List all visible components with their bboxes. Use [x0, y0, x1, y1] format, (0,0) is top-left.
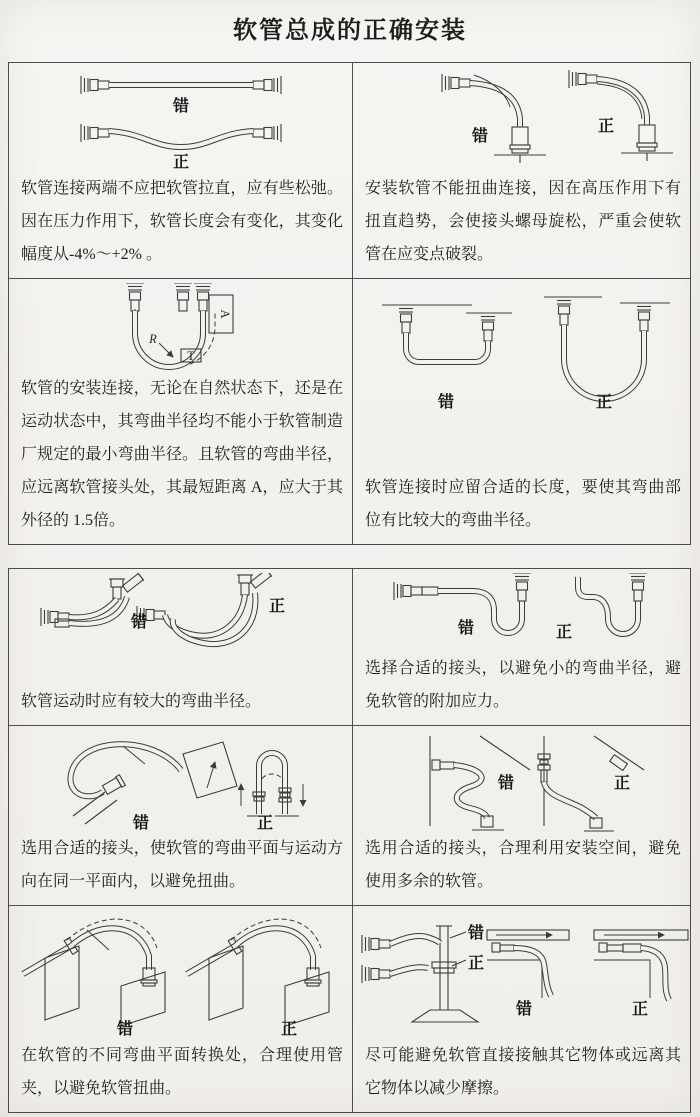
- right-label: 正: [595, 394, 612, 411]
- cell-use-space-wisely: [353, 726, 690, 906]
- radius-annotation: R: [148, 332, 157, 346]
- cell-adequate-length: [353, 279, 690, 544]
- caption-no-twist: 安装软管不能扭曲连接，因在高压作用下有扭直趋势，会使接头螺母旋松，严重会使软管在应变点破裂。: [365, 180, 681, 263]
- right-label: 正: [597, 118, 614, 135]
- wrong-label: 错: [132, 815, 149, 832]
- caption-fitting-avoid-small-bend: 选择合适的接头，以避免小的弯曲半径，避免软管的附加应力。: [365, 660, 681, 710]
- cell-slack-not-taut: [9, 63, 353, 279]
- wrong-label: 错: [457, 620, 474, 637]
- right-label: 正: [268, 598, 285, 615]
- wrong-label: 错: [467, 925, 484, 942]
- wrong-label: 错: [437, 394, 454, 411]
- right-label: 正: [467, 955, 484, 972]
- hose-install-table-upper: [8, 62, 691, 545]
- wrong-label: 错: [471, 128, 488, 145]
- page-title: 软管总成的正确安装: [233, 18, 467, 44]
- cell-no-twist: [353, 63, 690, 279]
- wrong-label: 错: [130, 614, 147, 631]
- caption-slack-not-taut: 软管连接两端不应把软管拉直，应有些松弛。因在压力作用下，软管长度会有变化，其变化幅度从-4%～+2% 。: [21, 180, 343, 263]
- cell-min-bend-radius: [9, 279, 353, 544]
- figure-min-bend-radius: [9, 279, 352, 371]
- caption-avoid-contact: 尽可能避免软管直接接触其它物体或远离其它物体以减少摩擦。: [365, 1047, 681, 1097]
- figure-twisted-vs-straight-bend: [353, 63, 690, 171]
- wrong-label: 错: [116, 1021, 133, 1038]
- cell-motion-bend-radius: [9, 569, 353, 726]
- cell-bend-plane-motion: [9, 726, 353, 906]
- tangent-annotation: T: [186, 349, 195, 363]
- figure-motion-bend-radius: [9, 569, 352, 678]
- cell-fitting-avoid-small-bend: [353, 569, 690, 726]
- wrong-label: 错: [497, 775, 514, 792]
- right-label: 正: [256, 815, 273, 832]
- figure-straight-vs-elbow-fitting: [353, 569, 690, 649]
- caption-use-space-wisely: 选用合适的接头，合理利用安装空间，避免使用多余的软管。: [365, 840, 681, 890]
- distance-a-annotation: A: [217, 309, 232, 319]
- right-label: 正: [555, 624, 572, 641]
- right-label: 正: [613, 775, 630, 792]
- wrong-label: 错: [515, 1001, 532, 1018]
- figure-avoid-contact: [353, 906, 690, 1038]
- figure-clamp-at-plane-change: [9, 906, 352, 1038]
- caption-motion-bend-radius: 软管运动时应有较大的弯曲半径。: [21, 693, 262, 710]
- caption-bend-plane-motion: 选用合适的接头，使软管的弯曲平面与运动方向在同一平面内，以避免扭曲。: [21, 840, 343, 890]
- figure-straight-vs-sagging-hose: [9, 63, 352, 171]
- figure-install-space: [353, 726, 690, 832]
- caption-clamp-plane-change: 在软管的不同弯曲平面转换处，合理使用管夹，以避免软管扭曲。: [21, 1047, 343, 1097]
- cell-avoid-contact: [353, 906, 690, 1112]
- right-label: 正: [280, 1021, 297, 1038]
- hose-install-table-lower: [8, 568, 691, 1113]
- caption-min-bend-radius: 软管的安装连接，无论在自然状态下，还是在运动状态中，其弯曲半径均不能小于软管制造厂规定的最小弯曲半径。且软管的弯曲半径，应远离软管接头处，其最短距离 A，应大于其外径的 1.5倍。: [21, 380, 343, 529]
- figure-shallow-vs-deep-loop: [353, 279, 690, 433]
- right-label: 正: [631, 1001, 648, 1018]
- right-label: 正: [172, 154, 189, 171]
- cell-clamp-plane-change: [9, 906, 353, 1112]
- figure-bend-plane-vs-motion: [9, 726, 352, 832]
- wrong-label: 错: [172, 98, 189, 115]
- caption-adequate-length: 软管连接时应留合适的长度，要使其弯曲部位有比较大的弯曲半径。: [365, 479, 681, 529]
